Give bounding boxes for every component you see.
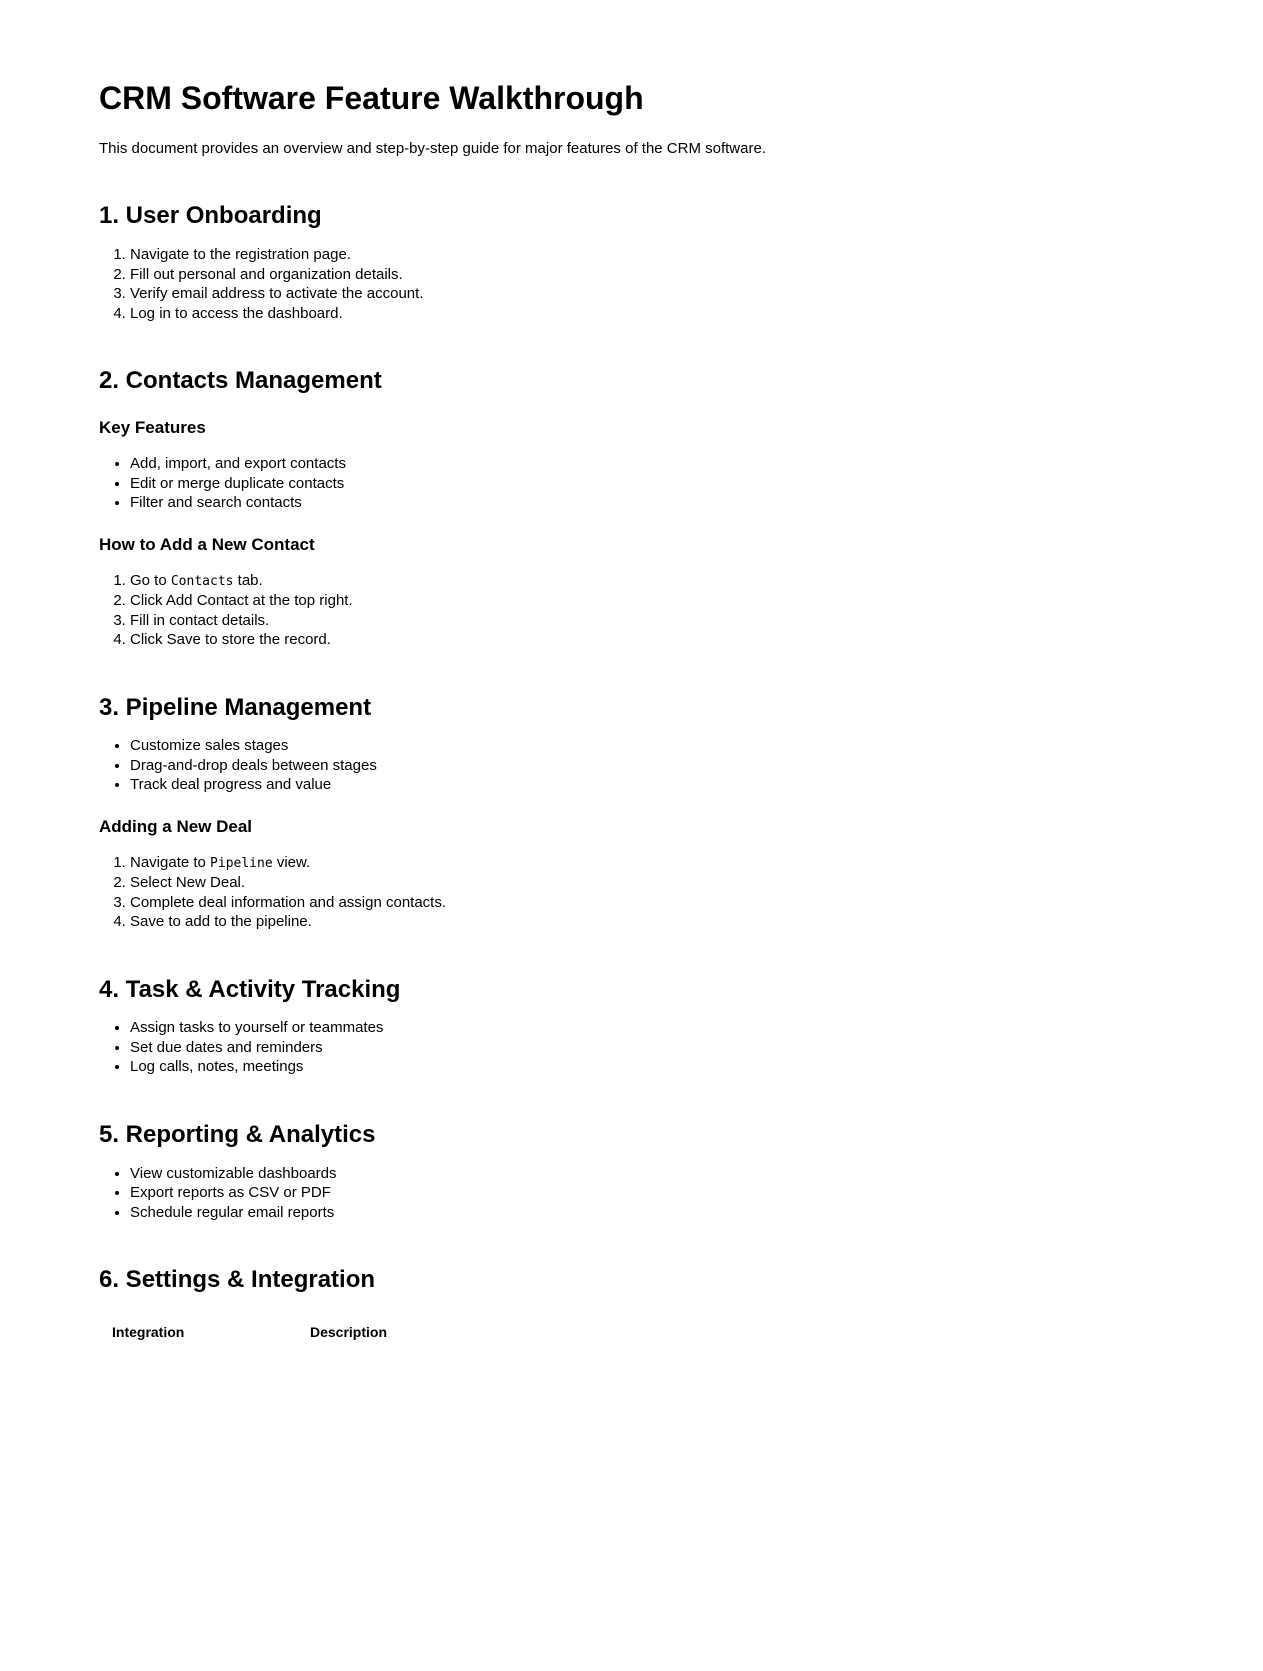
list-item: 4. Click Save to store the record. [130,630,1164,650]
add-deal-steps [99,853,1164,931]
key-features-list [99,454,1164,513]
list-item: 4. Save to add to the pipeline. [130,912,1164,932]
table-header-integration: Integration [112,1324,185,1341]
table-header-row [99,1319,400,1345]
list-item: 3. Complete deal information and assign contacts. [130,893,1164,913]
list-item: 2. Click Add Contact at the top right. [130,591,1164,611]
list-item: • Filter and search contacts [130,493,1164,513]
step-text-post: tab. [233,572,263,590]
step-text-pre: Navigate to [130,854,211,872]
section-heading-task-activity-tracking: 4. Task & Activity Tracking [99,975,401,1003]
list-item: • Add, import, and export contacts [130,454,1164,474]
list-item: 1. Navigate to the registration page. [130,245,1164,265]
list-item [130,571,1164,591]
list-item: 3. Fill in contact details. [130,611,1164,631]
pipeline-features-list [99,736,1164,795]
list-item: • Edit or merge duplicate contacts [130,474,1164,494]
integrations-table [99,1319,400,1345]
list-item: 4. Log in to access the dashboard. [130,304,1164,324]
step-text-pre: Go to [130,572,171,590]
list-item: 2. Fill out personal and organization details. [130,265,1164,285]
subheading-adding-new-deal: Adding a New Deal [99,816,253,836]
section-heading-contacts-management: 2. Contacts Management [99,367,382,395]
user-onboarding-steps [99,245,1164,323]
list-item: • Schedule regular email reports [130,1203,1164,1223]
list-item [130,853,1164,873]
list-item: • Export reports as CSV or PDF [130,1183,1164,1203]
section-heading-settings-integration: 6. Settings & Integration [99,1266,376,1294]
add-contact-steps [99,571,1164,649]
table-header-description: Description [310,1324,388,1341]
list-item: • Customize sales stages [130,736,1164,756]
section-heading-reporting-analytics: 5. Reporting & Analytics [99,1120,376,1148]
list-item: • Track deal progress and value [130,775,1164,795]
page-title: CRM Software Feature Walkthrough [99,80,644,116]
list-item: 3. Verify email address to activate the account. [130,284,1164,304]
inline-code: Contacts [170,574,234,590]
list-item: • View customizable dashboards [130,1164,1164,1184]
inline-code: Pipeline [210,856,273,872]
list-item: • Set due dates and reminders [130,1038,1164,1058]
section-heading-user-onboarding: 1. User Onboarding [99,202,322,230]
reporting-list [99,1164,1164,1223]
list-item: 2. Select New Deal. [130,873,1164,893]
list-item: • Drag-and-drop deals between stages [130,756,1164,776]
step-text-post: view. [272,854,311,872]
task-tracking-list [99,1018,1164,1077]
subheading-how-to-add-contact: How to Add a New Contact [99,534,315,554]
list-item: • Log calls, notes, meetings [130,1057,1164,1077]
subheading-key-features: Key Features [99,417,206,437]
intro-paragraph: This document provides an overview and step-by-step guide for major features of the CRM software. [99,139,766,157]
section-heading-pipeline-management: 3. Pipeline Management [99,693,372,721]
list-item: • Assign tasks to yourself or teammates [130,1018,1164,1038]
